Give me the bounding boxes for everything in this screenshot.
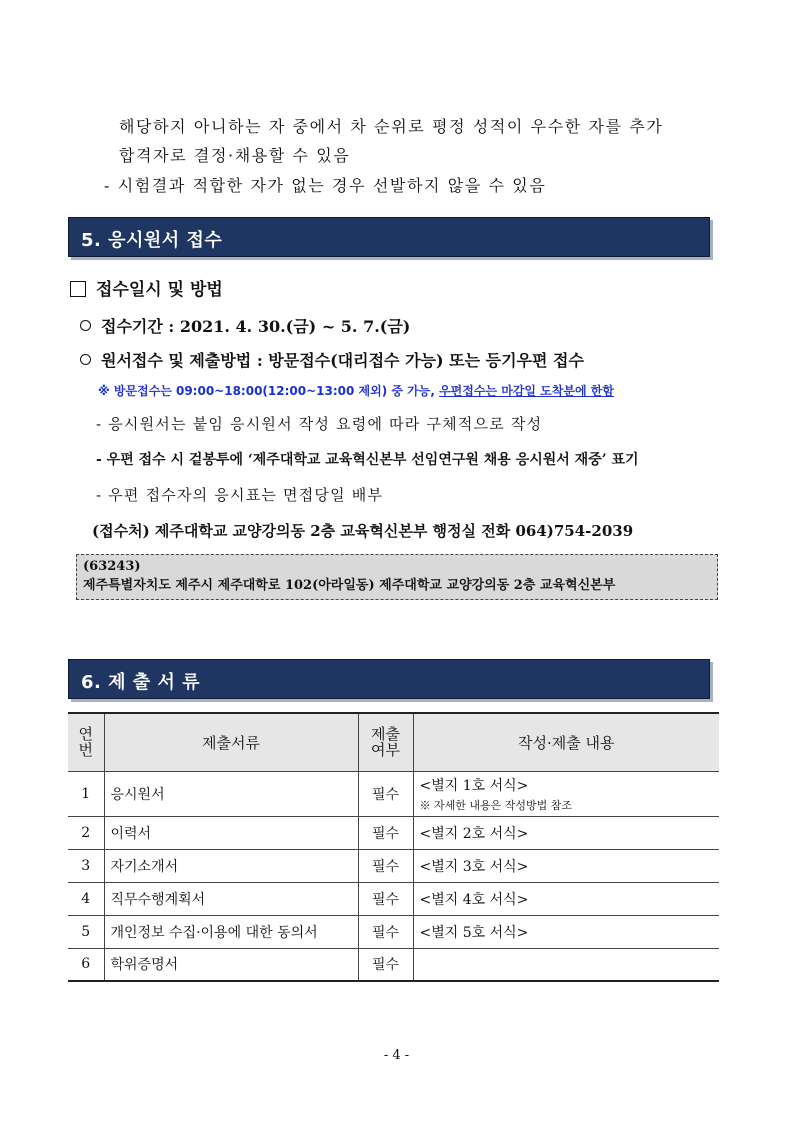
method-text: 원서접수 및 제출방법 : 방문접수(대리접수 가능) 또는 등기우편 접수 bbox=[101, 351, 584, 370]
row-required: 필수 bbox=[358, 882, 413, 915]
section-5-title: 5. 응시원서 접수 bbox=[81, 230, 223, 251]
row-no: 3 bbox=[68, 849, 104, 882]
notice-prefix: ※ 방문접수는 09:00~18:00(12:00~13:00 제외) 중 가능, bbox=[98, 384, 440, 398]
row-required: 필수 bbox=[358, 771, 413, 816]
dash-item-1: - 응시원서는 붙임 응시원서 작성 요령에 따라 구체적으로 작성 bbox=[96, 415, 543, 433]
row-doc: 직무수행계획서 bbox=[104, 882, 358, 915]
address-box bbox=[76, 554, 718, 600]
contact-line: (접수처) 제주대학교 교양강의동 2층 교육혁신본부 행정실 전화 064)754-2039 bbox=[92, 522, 634, 540]
period-text: 접수기간 : 2021. 4. 30.(금) ~ 5. 7.(금) bbox=[101, 317, 411, 336]
circle-bullet-icon bbox=[80, 320, 91, 331]
row-content: <별지 2호 서식> bbox=[413, 816, 719, 849]
table-row bbox=[68, 948, 719, 981]
row-doc: 자기소개서 bbox=[104, 849, 358, 882]
period-item bbox=[80, 314, 410, 337]
notice bbox=[98, 382, 614, 399]
table-row bbox=[68, 915, 719, 948]
row-required: 필수 bbox=[358, 849, 413, 882]
section-6-title: 6. 제 출 서 류 bbox=[81, 672, 200, 693]
row-doc: 학위증명서 bbox=[104, 948, 358, 981]
intro-line-3: - 시험결과 적합한 자가 없는 경우 선발하지 않을 수 있음 bbox=[104, 176, 547, 195]
row-no: 6 bbox=[68, 948, 104, 981]
circle-bullet-icon bbox=[80, 354, 91, 365]
intro-line-2: 합격자로 결정·채용할 수 있음 bbox=[119, 146, 351, 165]
notice-underlined: 우편접수는 마감일 도착분에 한함 bbox=[439, 384, 614, 398]
subheading bbox=[70, 275, 223, 300]
section-5-header bbox=[68, 217, 710, 257]
row-no: 1 bbox=[68, 771, 104, 816]
row-required: 필수 bbox=[358, 816, 413, 849]
row-content: <별지 4호 서식> bbox=[413, 882, 719, 915]
row-content-note: ※ 자세한 내용은 작성방법 참조 bbox=[419, 798, 572, 812]
row-required: 필수 bbox=[358, 915, 413, 948]
header-doc: 제출서류 bbox=[104, 713, 358, 771]
row-doc: 개인정보 수집·이용에 대한 동의서 bbox=[104, 915, 358, 948]
intro-line-1: 해당하지 아니하는 자 중에서 차 순위로 평정 성적이 우수한 자를 추가 bbox=[119, 117, 664, 136]
header-no: 연 번 bbox=[68, 713, 104, 771]
row-no: 2 bbox=[68, 816, 104, 849]
row-content-text: <별지 1호 서식> bbox=[419, 777, 529, 794]
subheading-label: 접수일시 및 방법 bbox=[96, 280, 223, 300]
header-required: 제출 여부 bbox=[358, 713, 413, 771]
checkbox-icon bbox=[70, 281, 86, 297]
method-item bbox=[80, 348, 584, 371]
row-content bbox=[413, 771, 719, 816]
documents-table bbox=[68, 712, 719, 982]
row-doc: 이력서 bbox=[104, 816, 358, 849]
row-no: 5 bbox=[68, 915, 104, 948]
row-required: 필수 bbox=[358, 948, 413, 981]
dash-item-3: - 우편 접수자의 응시표는 면접당일 배부 bbox=[96, 486, 384, 504]
row-content: <별지 5호 서식> bbox=[413, 915, 719, 948]
header-content: 작성·제출 내용 bbox=[413, 713, 719, 771]
row-no: 4 bbox=[68, 882, 104, 915]
table-header-row bbox=[68, 713, 719, 771]
page-number: - 4 - bbox=[383, 1048, 410, 1063]
address-text: 제주특별자치도 제주시 제주대학로 102(아라일동) 제주대학교 교양강의동 2층 교육혁신본부 bbox=[83, 578, 616, 593]
row-content bbox=[413, 948, 719, 981]
table-row bbox=[68, 771, 719, 816]
section-6-header bbox=[68, 659, 710, 699]
table-row bbox=[68, 882, 719, 915]
dash-item-2: - 우편 접수 시 겉봉투에 ‘제주대학교 교육혁신본부 선임연구원 채용 응시원서 재중’ 표기 bbox=[96, 452, 639, 468]
table-row bbox=[68, 816, 719, 849]
table-row bbox=[68, 849, 719, 882]
row-doc: 응시원서 bbox=[104, 771, 358, 816]
row-content: <별지 3호 서식> bbox=[413, 849, 719, 882]
postal-code: (63243) bbox=[83, 559, 141, 574]
